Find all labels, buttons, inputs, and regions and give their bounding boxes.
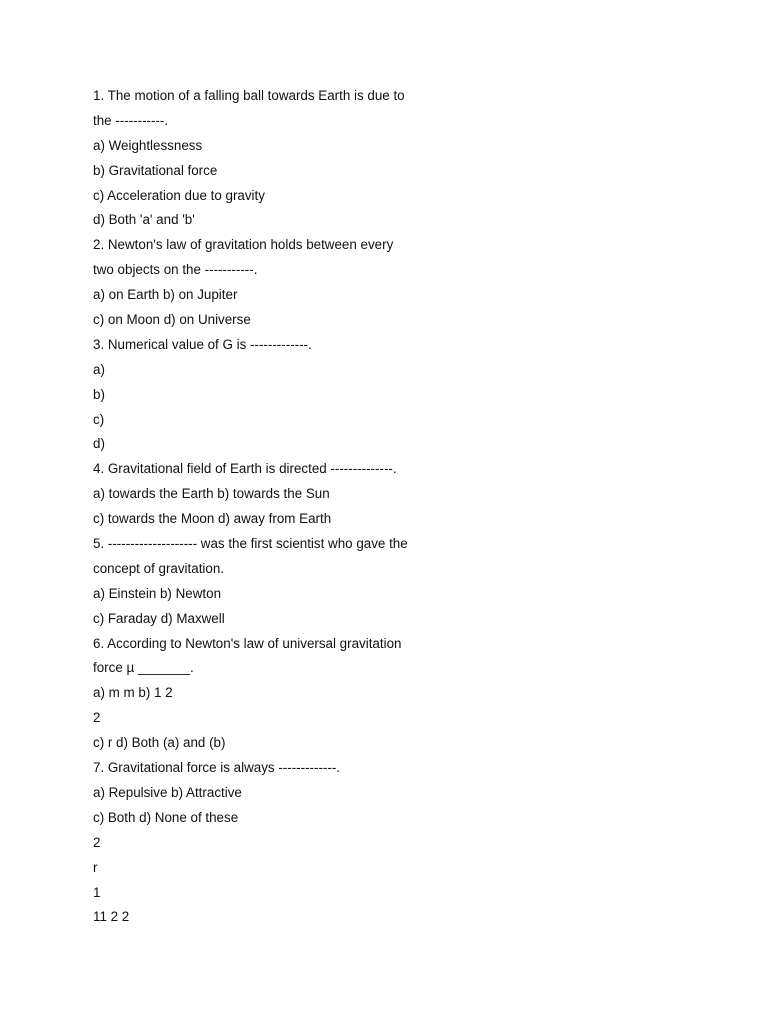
- text-line: a) Einstein b) Newton: [93, 585, 222, 601]
- text-line: 2: [93, 834, 101, 850]
- text-line: c) Both d) None of these: [93, 809, 239, 825]
- text-line: force µ _______.: [93, 660, 194, 676]
- text-line: c) towards the Moon d) away from Earth: [93, 511, 332, 527]
- text-line: 11 2 2: [93, 909, 130, 925]
- text-line: concept of gravitation.: [93, 560, 225, 576]
- text-line: c) Faraday d) Maxwell: [93, 610, 225, 626]
- text-line: a) on Earth b) on Jupiter: [93, 287, 238, 303]
- text-line: 7. Gravitational force is always -------------.: [93, 760, 341, 776]
- text-line: r: [93, 859, 98, 875]
- text-line: c) Acceleration due to gravity: [93, 187, 265, 203]
- text-line: two objects on the -----------.: [93, 262, 258, 278]
- text-line: 2. Newton's law of gravitation holds between every: [93, 237, 394, 253]
- text-line: 5. -------------------- was the first scientist who gave the: [93, 536, 408, 552]
- text-line: 6. According to Newton's law of universal gravitation: [93, 635, 402, 651]
- text-line: c): [93, 411, 105, 427]
- text-line: d): [93, 436, 105, 452]
- text-line: d) Both 'a' and 'b': [93, 212, 195, 228]
- text-line: b): [93, 386, 105, 402]
- text-line: a) towards the Earth b) towards the Sun: [93, 486, 330, 502]
- text-line: c) r d) Both (a) and (b): [93, 735, 226, 751]
- text-line: 1. The motion of a falling ball towards Earth is due to: [93, 88, 405, 103]
- text-line: a) Weightlessness: [93, 137, 203, 153]
- text-line: a) m m b) 1 2: [93, 685, 173, 701]
- text-line: a) Repulsive b) Attractive: [93, 784, 242, 800]
- text-line: the -----------.: [93, 112, 169, 128]
- text-line: 3. Numerical value of G is -------------.: [93, 336, 312, 352]
- text-line: c) on Moon d) on Universe: [93, 312, 251, 328]
- text-line: 1: [93, 884, 101, 900]
- document-text: [93, 84, 693, 930]
- text-line: b) Gravitational force: [93, 162, 218, 178]
- text-line: 4. Gravitational field of Earth is directed --------------.: [93, 461, 397, 477]
- text-line: a): [93, 361, 105, 377]
- text-line: 2: [93, 710, 101, 726]
